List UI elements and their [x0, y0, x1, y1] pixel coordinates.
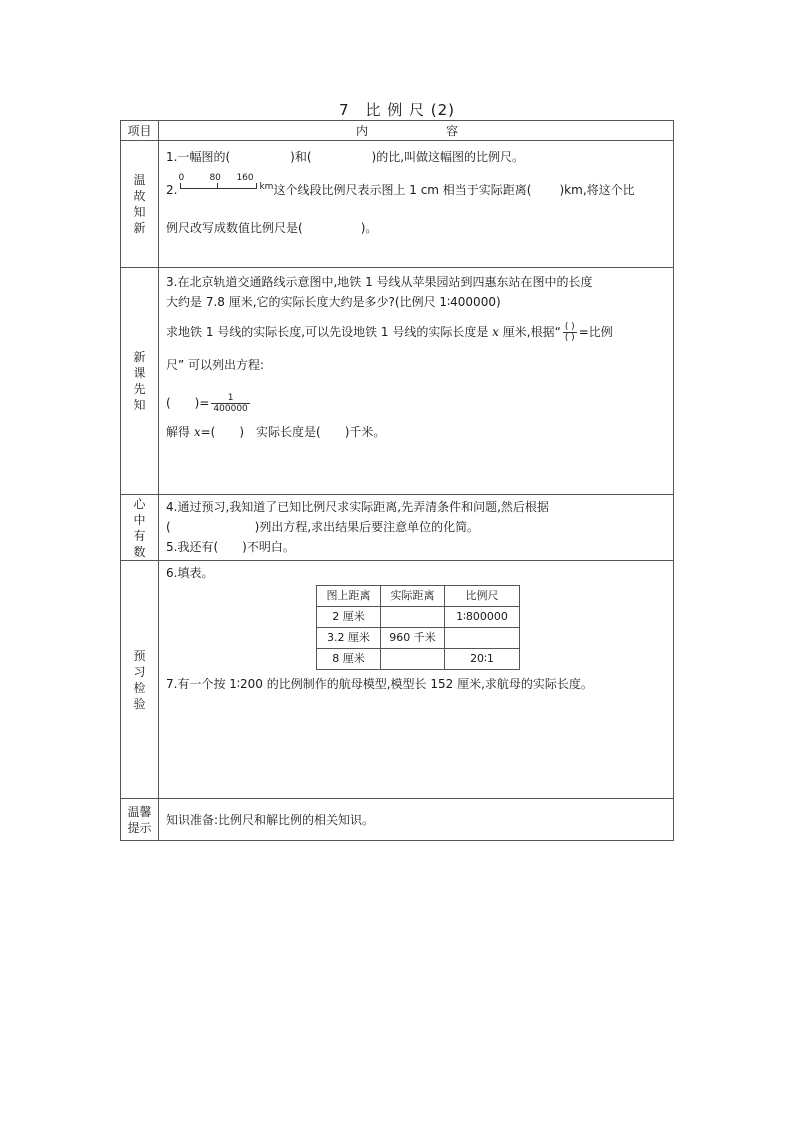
section-label-tip: 温馨 提示 [121, 799, 159, 841]
question-4: 4.通过预习,我知道了已知比例尺求实际距离,先弄清条件和问题,然后根据 [166, 500, 549, 514]
section-content-tip [159, 799, 674, 841]
section-label-check: 预 习 检 验 [121, 561, 159, 799]
equation-fraction: $\frac{1}{400000}$ [213, 393, 248, 414]
table-cell-blank[interactable] [381, 649, 445, 670]
header-project: 项目 [121, 121, 159, 141]
section-mind [121, 495, 674, 561]
table-cell: 1∶800000 [445, 607, 520, 628]
section-content-new [159, 268, 674, 495]
fill-in-table [316, 585, 520, 670]
tip-text: 知识准备:比例尺和解比例的相关知识。 [166, 812, 375, 827]
section-review [121, 141, 674, 268]
table-cell: 20∶1 [445, 649, 520, 670]
equation: ( )= $\frac{1}{400000}$ [166, 393, 248, 414]
section-label-review: 温 故 知 新 [121, 141, 159, 268]
table-cell: 8 厘米 [317, 649, 381, 670]
section-check [121, 561, 674, 799]
line-scale: 0 80 160 [177, 177, 259, 197]
scale-tick [217, 183, 218, 189]
table-cell-blank[interactable] [445, 628, 520, 649]
table-cell: 3.2 厘米 [317, 628, 381, 649]
scale-bar [180, 188, 257, 189]
scale-tick [180, 183, 181, 189]
hint-fraction: $\frac{( )}{( )}$ [564, 322, 575, 343]
worksheet-table [120, 120, 674, 841]
table-cell: 960 千米 [381, 628, 445, 649]
table-row [317, 607, 520, 628]
question-7: 7.有一个按 1∶200 的比例制作的航母模型,模型长 152 厘米,求航母的实际长度。 [166, 677, 593, 691]
fill-table-header [317, 586, 520, 607]
table-row [317, 649, 520, 670]
question-4-cont: ( )列出方程,求出结果后要注意单位的化简。 [166, 520, 480, 534]
scale-tick [256, 183, 257, 189]
question-1: 1.一幅图的( )和( )的比,叫做这幅图的比例尺。 [166, 150, 525, 164]
section-content-review [159, 141, 674, 268]
col-actual-distance: 实际距离 [381, 586, 445, 607]
col-map-distance: 图上距离 [317, 586, 381, 607]
header-row [121, 121, 674, 141]
section-content-check [159, 561, 674, 799]
question-3-cont: 大约是 7.8 厘米,它的实际长度大约是多少?(比例尺 1∶400000) [166, 295, 501, 309]
table-cell-blank[interactable] [381, 607, 445, 628]
page-title: 7 比 例 尺 (2) [338, 101, 456, 119]
section-tip [121, 799, 674, 841]
table-row [317, 628, 520, 649]
question-5: 5.我还有( )不明白。 [166, 540, 295, 554]
col-scale: 比例尺 [445, 586, 520, 607]
question-3: 3.在北京轨道交通路线示意图中,地铁 1 号线从苹果园站到四惠东站在图中的长度 [166, 275, 593, 289]
question-2-cont: 例尺改写成数值比例尺是( )。 [166, 221, 378, 235]
header-content: 内 容 [159, 121, 674, 141]
section-label-new: 新 课 先 知 [121, 268, 159, 495]
table-cell: 2 厘米 [317, 607, 381, 628]
section-new [121, 268, 674, 495]
question-2: 2. 0 80 160 $^{km}$这个线段比例尺表示图上 1 cm 相当于实际距离( )km,将这个比 [166, 173, 635, 197]
solution-line: 解得 x=( ) 实际长度是( )千米。 [166, 425, 386, 439]
hint-line: 求地铁 1 号线的实际长度,可以先设地铁 1 号线的实际长度是 x 厘米,根据“ $\frac{( )}{( )}$ =比例 [166, 322, 613, 343]
hint-line-2: 尺” 可以列出方程: [166, 358, 265, 372]
question-6: 6.填表。 [166, 566, 214, 580]
section-label-mind: 心 中 有 数 [121, 495, 159, 561]
section-content-mind [159, 495, 674, 561]
